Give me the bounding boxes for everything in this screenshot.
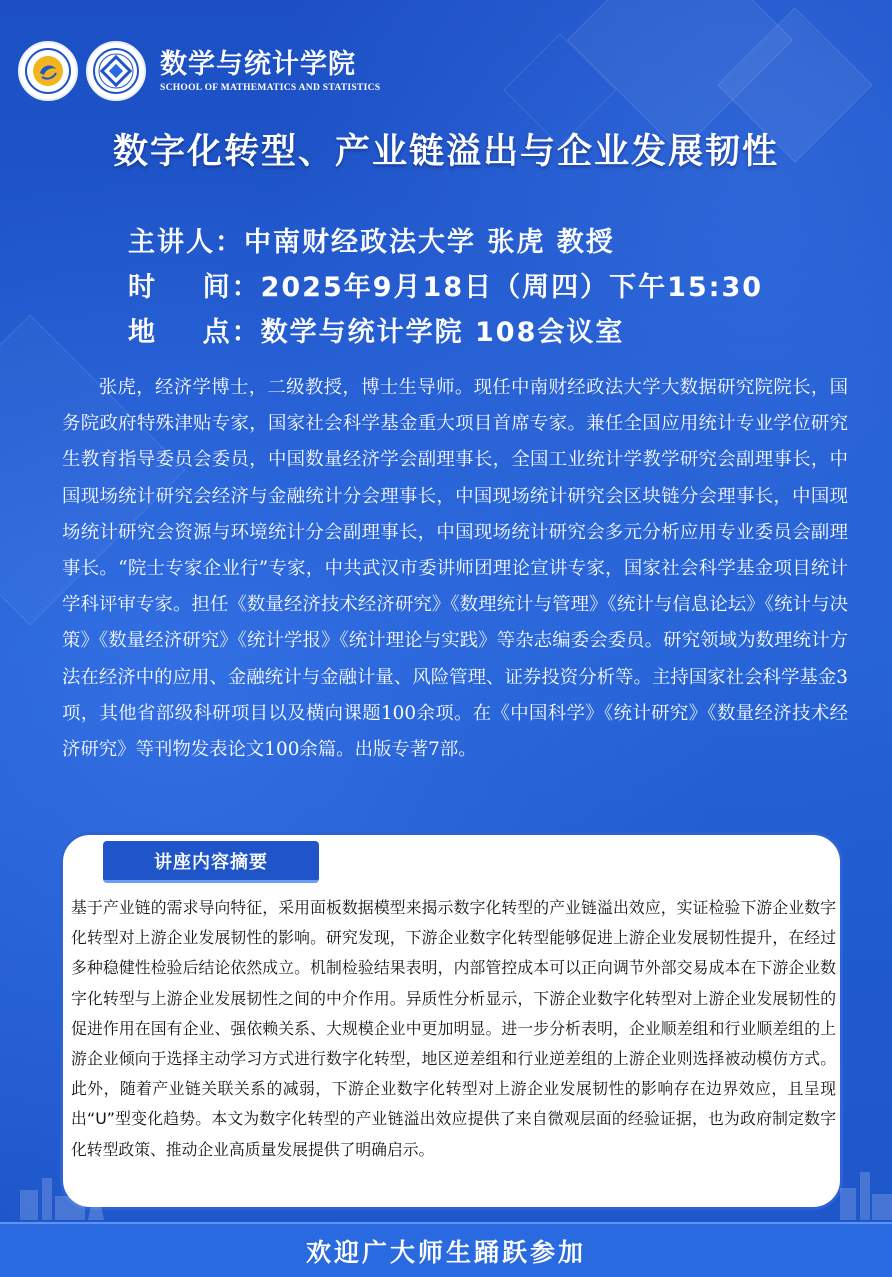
school-name-en: SCHOOL OF MATHEMATICS AND STATISTICS xyxy=(160,83,381,93)
speaker-line: 主讲人：中南财经政法大学 张虎 教授 xyxy=(128,227,615,258)
abstract-heading: 讲座内容摘要 xyxy=(103,841,319,883)
school-name xyxy=(160,49,380,93)
skyline-decoration xyxy=(0,1160,892,1220)
footer-banner: 欢迎广大师生踊跃参加 xyxy=(0,1222,892,1277)
lecture-info xyxy=(128,220,763,355)
abstract-text: 基于产业链的需求导向特征，采用面板数据模型来揭示数字化转型的产业链溢出效应，实证检验下游企业数字化转型对上游企业发展韧性的影响。研究发现，下游企业数字化转型能够促进上游企业发展韧性提升，在经过多种稳健性检验后结论依然成立。机制检验结果表明，内部管控成本可以正向调节外部交易成本在下游企业数字化转型与上游企业发展韧性之间的中介作用。异质性分析显示，下游企业数字化转型对上游企业发展韧性的促进作用在国有企业、强依赖关系、大规模企业中更加明显。进一步分析表明，企业顺差组和行业顺差组的上游企业倾向于选择主动学习方式进行数字化转型，地区逆差组和行业逆差组的上游企业则选择被动模仿方式。此外，随着产业链关联关系的减弱，下游企业数字化转型对上游企业发展韧性的影响存在边界效应，且呈现出“U”型变化趋势。本文为数字化转型的产业链溢出效应提供了来自微观层面的经验证据，也为政府制定数字化转型政策、推动企业高质量发展提供了明确启示。 xyxy=(71,898,836,1159)
school-name-cn: 数学与统计学院 xyxy=(160,49,356,80)
speaker-bio: 张虎，经济学博士，二级教授，博士生导师。现任中南财经政法大学大数据研究院院长，国务院政府特殊津贴专家，国家社会科学基金重大项目首席专家。兼任全国应用统计专业学位研究生教育指导委员会委员，中国数量经济学会副理事长，全国工业统计学教学研究会副理事长，中国现场统计研究会经济与金融统计分会理事长，中国现场统计研究会区块链分会理事长，中国现场统计研究会资源与环境统计分会副理事长，中国现场统计研究会多元分析应用专业委员会副理事长。“院士专家企业行”专家，中共武汉市委讲师团理论宣讲专家，国家社会科学基金项目统计学科评审专家。担任《数量经济技术经济研究》《数理统计与管理》《统计与信息论坛》《统计与决策》《数量经济研究》《统计学报》《统计理论与实践》等杂志编委会委员。研究领域为数理统计方法在经济中的应用、金融统计与金融计量、风险管理、证券投资分析等。主持国家社会科学基金3项，其他省部级科研项目以及横向课题100余项。在《中国科学》《统计研究》《数量经济技术经济研究》等刊物发表论文100余篇。出版专著7部。 xyxy=(62,377,848,761)
school-emblem-icon xyxy=(86,41,146,101)
university-emblem-icon xyxy=(18,41,78,101)
abstract-panel xyxy=(60,832,843,1210)
place-line: 地 点：数学与统计学院 108会议室 xyxy=(128,317,625,348)
time-line: 时 间：2025年9月18日（周四）下午15:30 xyxy=(128,272,764,303)
lecture-title: 数字化转型、产业链溢出与企业发展韧性 xyxy=(112,132,779,172)
header-logos xyxy=(18,40,380,102)
